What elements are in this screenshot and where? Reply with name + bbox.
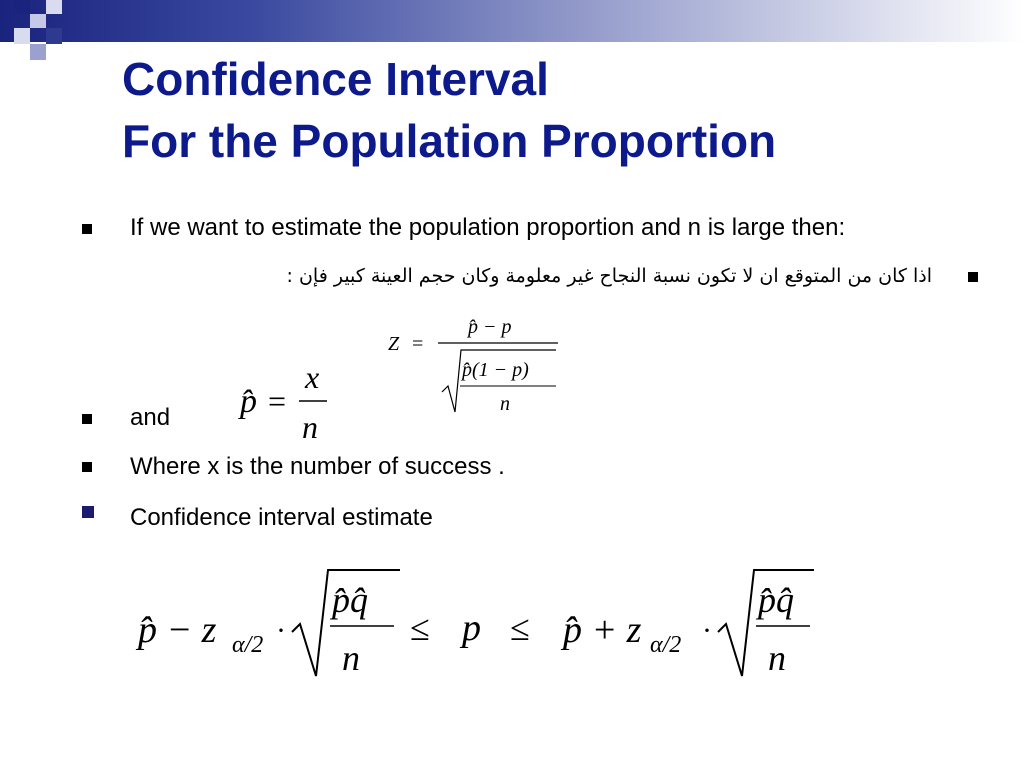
ci-right: p̂ + z — [563, 609, 642, 651]
ci-right-rad-num: p̂q̂ — [758, 580, 794, 620]
z-numerator: p̂ − p — [468, 316, 512, 338]
p-hat-numerator: x — [305, 359, 320, 395]
ci-le-1: ≤ — [410, 608, 430, 648]
ci-formula — [135, 570, 814, 678]
ci-left-dot: · — [276, 614, 286, 647]
ci-right-dot: · — [702, 614, 712, 647]
ci-middle: p — [462, 607, 481, 649]
p-hat-formula — [238, 359, 327, 445]
p-hat-denominator: n — [302, 409, 318, 445]
ci-left-rad-den: n — [342, 638, 360, 678]
bullet-text-arabic: اذا كان من المتوقع ان لا تكون نسبة النجاح غير معلومة وكان حجم العينة كبير فإن : — [286, 265, 932, 287]
z-equals: = — [412, 333, 424, 355]
title-line-2: For the Population Proportion — [122, 115, 777, 167]
z-formula — [388, 316, 558, 415]
p-hat-lhs: p̂ — [240, 383, 257, 420]
ci-left-subscript: α/2 — [232, 632, 264, 658]
ci-right-subscript: α/2 — [650, 632, 682, 658]
ci-right-rad-den: n — [768, 638, 786, 678]
bullet-text-1: If we want to estimate the population proportion and n is large then: — [130, 214, 846, 241]
z-denominator-bottom: n — [500, 393, 510, 415]
ci-le-2: ≤ — [510, 608, 530, 648]
z-denominator-top: p̂(1 − p) — [462, 359, 529, 381]
bullet-text-ci: Confidence interval estimate — [130, 504, 433, 531]
title-line-1: Confidence Interval — [122, 53, 549, 105]
p-hat-equals: = — [268, 383, 287, 419]
z-lhs: Z — [388, 333, 400, 355]
bullet-text-where: Where x is the number of success . — [130, 453, 505, 480]
ci-left-rad-num: p̂q̂ — [332, 580, 368, 620]
bullet-text-and: and — [130, 404, 171, 431]
ci-left: p̂ − z — [138, 609, 217, 651]
